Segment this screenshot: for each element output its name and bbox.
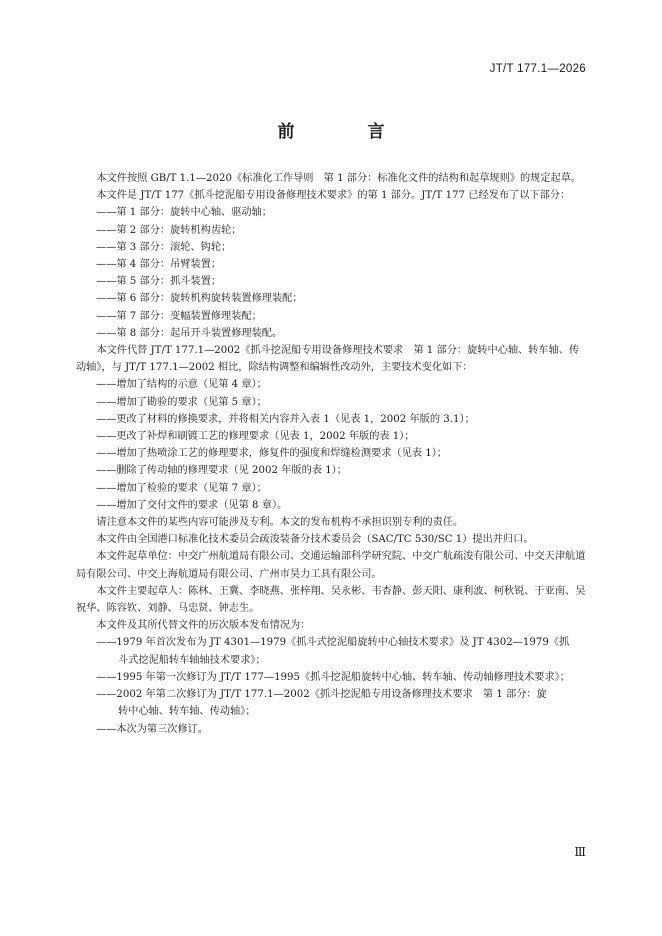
list-item: ——第 8 部分：起吊开斗装置修理装配。	[96, 327, 283, 339]
list-item: ——增加了检验的要求（见第 7 章）；	[96, 482, 267, 494]
history-lead: ——1979 年首次发布为 JT 4301—1979《抓斗式挖泥船旋转中心轴技术要求》及 JT 4302—1979《抓	[96, 637, 570, 649]
list-item: ——增加了结构的示意（见第 4 章）；	[96, 379, 267, 391]
paragraph: 请注意本文件的某些内容可能涉及专利。本文的发布机构不承担识别专利的责任。	[96, 517, 464, 529]
document-body	[76, 170, 588, 738]
paragraph: 本文件起草单位：中交广州航道局有限公司、交通运输部科学研究院、中交广航疏浚有限公司、中交天津航道局有限公司、中交上海航道局有限公司、广州市昊力工具有限公司。	[76, 551, 586, 580]
paragraph: 本文件及其所代替文件的历次版本发布情况为：	[96, 620, 311, 632]
paragraph: 本文件是 JT/T 177《抓斗挖泥船专用设备修理技术要求》的第 1 部分。JT/T 177 已经发布了以下部分：	[96, 190, 571, 202]
history-continuation: 转中心轴、转车轴、传动轴》；	[118, 706, 256, 718]
paragraph: 本文件代替 JT/T 177.1—2002《抓斗挖泥船专用设备修理技术要求 第 1 部分：旋转中心轴、转车轴、传动轴》，与 JT/T 177.1—2002 相比，除结构调整和编辑性改动外，主要技术变化如下：	[76, 345, 580, 374]
list-item: ——第 2 部分：旋转机构齿轮；	[96, 224, 242, 236]
history-continuation: 斗式挖泥船转车轴轴技术要求》；	[118, 654, 266, 666]
history-lead: ——本次为第三次修订。	[96, 723, 209, 735]
page-title: 前 言	[277, 122, 413, 142]
paragraph: 本文件按照 GB/T 1.1—2020《标准化工作导则 第 1 部分：标准化文件的结构和起草规则》的规定起草。	[96, 173, 582, 184]
history-lead: ——2002 年第二次修订为 JT/T 177.1—2002《抓斗挖泥船专用设备修理技术要求 第 1 部分：旋	[96, 689, 547, 701]
list-item: ——增加了勘验的要求（见第 5 章）；	[96, 396, 267, 408]
list-item: ——第 3 部分：滚轮、钩轮；	[96, 241, 232, 253]
list-item: ——第 5 部分：抓斗装置；	[96, 276, 222, 288]
list-item: ——第 4 部分：吊臂装置；	[96, 259, 222, 271]
paragraph: 本文件主要起草人：陈林、王冀、李晓燕、张梓翔、吴永彬、韦杏静、彭天阳、康利波、柯秋锐、于亚南、吴祝华、陈容钦、刘静、马忠贤、钟志生。	[76, 585, 586, 615]
list-item: ——第 1 部分：旋转中心轴、驱动轴；	[96, 207, 272, 219]
list-item: ——更改了补焊和刷镀工艺的修理要求（见表 1，2002 年版的表 1）；	[96, 431, 415, 443]
list-item	[76, 669, 588, 686]
standard-code: JT/T 177.1—2026	[489, 63, 586, 75]
list-item: ——增加了交付文件的要求（见第 8 章）。	[96, 499, 288, 511]
list-item: ——更改了材料的修换要求，并将相关内容并入表 1（见表 1，2002 年版的 3.1）；	[96, 413, 475, 425]
list-item	[76, 686, 588, 720]
history-lead: ——1995 年第一次修订为 JT/T 177—1995《抓斗挖泥船旋转中心轴、转车轴、传动轴修理技术要求》；	[96, 671, 570, 683]
paragraph: 本文件由全国港口标准化技术委员会疏浚装备分技术委员会（SAC/TC 530/SC 1）提出并归口。	[96, 534, 534, 546]
list-item: ——第 7 部分：变幅装置修理装配；	[96, 310, 262, 322]
list-item: ——增加了热喷涂工艺的修理要求，修复件的强度和焊缝检测要求（见表 1）；	[96, 448, 447, 460]
list-item: ——删除了传动轴的修理要求（见 2002 年版的表 1）；	[96, 465, 347, 477]
list-item: ——第 6 部分：旋转机构旋转装置修理装配；	[96, 293, 303, 305]
list-item	[76, 721, 588, 738]
list-item	[76, 634, 588, 668]
page-number: Ⅲ	[574, 845, 586, 859]
